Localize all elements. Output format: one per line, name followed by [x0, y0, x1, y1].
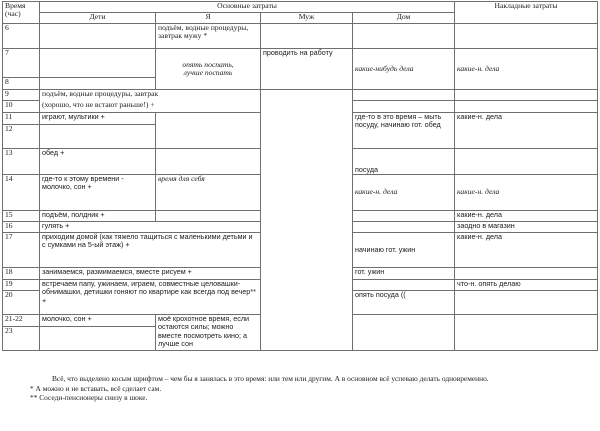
cell-8-children	[40, 78, 156, 90]
cell-14-home: какие-н. дела	[353, 175, 455, 211]
time-8: 8	[3, 78, 40, 90]
cell-15-children: подъём, полдник +	[40, 211, 156, 222]
cell-17-kids-me: приходим домой (как тяжело тащиться с маленькими детьми и с сумками на 5-ый этаж) +	[40, 233, 261, 268]
cell-11-me	[156, 113, 261, 149]
time-6: 6	[3, 24, 40, 49]
cell-13-me	[156, 149, 261, 175]
cell-21-me: моё крохотное время, если остаются силы; можно вместе посмотреть кино; а лучше сон	[156, 315, 261, 351]
cell-6-husband	[261, 24, 353, 49]
cell-11-overhead: какие-н. дела	[455, 113, 598, 149]
time-10: 10	[3, 101, 40, 113]
time-9: 9	[3, 90, 40, 101]
time-23: 23	[3, 327, 40, 351]
header-children: Дети	[40, 13, 156, 24]
time-17: 17	[3, 233, 40, 268]
cell-10-overhead	[455, 101, 598, 113]
cell-15-me	[156, 211, 261, 222]
cell-18-overhead	[455, 268, 598, 280]
cell-7-me-b: лучше поспать	[183, 68, 233, 77]
cell-21-overhead	[455, 315, 598, 351]
cell-6-overhead	[455, 24, 598, 49]
time-11: 11	[3, 113, 40, 125]
header-time-2: (час)	[5, 9, 21, 19]
header-me: Я	[156, 13, 261, 24]
cell-18-kids-me: занимаемся, размимаемся, вместе рисуем +	[40, 268, 261, 280]
note-star2: ** Соседи-пенсионеры снизу в шоке.	[30, 393, 148, 402]
cell-21-children: молочко, сон +	[40, 315, 156, 327]
cell-7-overhead: какие-н. дела	[455, 49, 598, 90]
cell-11-children: играют, мультики +	[40, 113, 156, 125]
cell-6-home	[353, 24, 455, 49]
husband-column-span	[261, 90, 353, 351]
cell-7-children	[40, 49, 156, 78]
header-home: Дом	[353, 13, 455, 24]
cell-16-home	[353, 222, 455, 233]
time-20: 20	[3, 291, 40, 315]
time-7: 7	[3, 49, 40, 78]
time-13: 13	[3, 149, 40, 175]
cell-11-home: где-то в это время – мыть посуду, начинаю гот. обед	[353, 113, 455, 149]
header-husband: Муж	[261, 13, 353, 24]
cell-20-overhead	[455, 291, 598, 315]
cell-13-children: обед +	[40, 149, 156, 175]
cell-10-kids-me: (хорошо, что не встают раньше!) +	[40, 101, 261, 113]
cell-14-overhead: какие-н. дела	[455, 175, 598, 211]
cell-17-home: начинаю гот. ужин	[353, 233, 455, 268]
cell-14-children: где-то к этому времени - молочко, сон +	[40, 175, 156, 211]
header-time	[3, 2, 40, 24]
cell-19-overhead: что-н. опять делаю	[455, 280, 598, 291]
time-18: 18	[3, 268, 40, 280]
cell-16-overhead: заодно в магазин	[455, 222, 598, 233]
cell-6-me: подъём, водные процедуры, завтрак мужу *	[156, 24, 261, 49]
cell-7-husband: проводить на работу	[261, 49, 353, 90]
time-16: 16	[3, 222, 40, 233]
header-main-costs: Основные затраты	[40, 2, 455, 13]
footnotes	[2, 374, 597, 403]
time-14: 14	[3, 175, 40, 211]
cell-13-overhead	[455, 149, 598, 175]
cell-14-me: время для себя	[156, 175, 261, 211]
note-star1: * А можно и не вставать, всё сделает сам.	[30, 383, 162, 393]
schedule-table	[2, 1, 598, 351]
cell-18-home: гот. ужин	[353, 268, 455, 280]
cell-20-home: опять посуда ((	[353, 291, 455, 315]
header-time-1: Время	[5, 1, 26, 10]
cell-7-me	[156, 49, 261, 90]
cell-19-all: встречаем папу, ужинаем, играем, совместные целовашки-обнимашки, детишки гоняют по квартире как всегда под вечер** +	[40, 280, 261, 315]
cell-21-home	[353, 315, 455, 351]
cell-7-home: какие-нибудь дела	[353, 49, 455, 90]
cell-19-home	[353, 280, 455, 291]
cell-15-home	[353, 211, 455, 222]
cell-13-home: посуда	[353, 149, 455, 175]
cell-23-children	[40, 327, 156, 351]
time-15: 15	[3, 211, 40, 222]
cell-7-me-a: опять поспать,	[182, 59, 234, 69]
cell-9-home	[353, 90, 455, 101]
time-12: 12	[3, 125, 40, 149]
cell-15-overhead: какие-н. дела	[455, 211, 598, 222]
time-21-22: 21-22	[3, 315, 40, 327]
note-main: Всё, что выделено косым шрифтом – чем бы я занялась в это время: или тем или другим. А в основном всё успеваю делать одновременно.	[52, 374, 489, 383]
cell-9-kids-me: подъём, водные процедуры, завтрак	[40, 90, 261, 101]
cell-9-overhead	[455, 90, 598, 101]
cell-16-kids-me: гулять +	[40, 222, 261, 233]
time-19: 19	[3, 280, 40, 291]
header-overhead: Накладные затраты	[455, 2, 598, 24]
cell-6-children	[40, 24, 156, 49]
cell-12-children	[40, 125, 156, 149]
cell-17-overhead: какие-н. дела	[455, 233, 598, 268]
cell-10-home	[353, 101, 455, 113]
